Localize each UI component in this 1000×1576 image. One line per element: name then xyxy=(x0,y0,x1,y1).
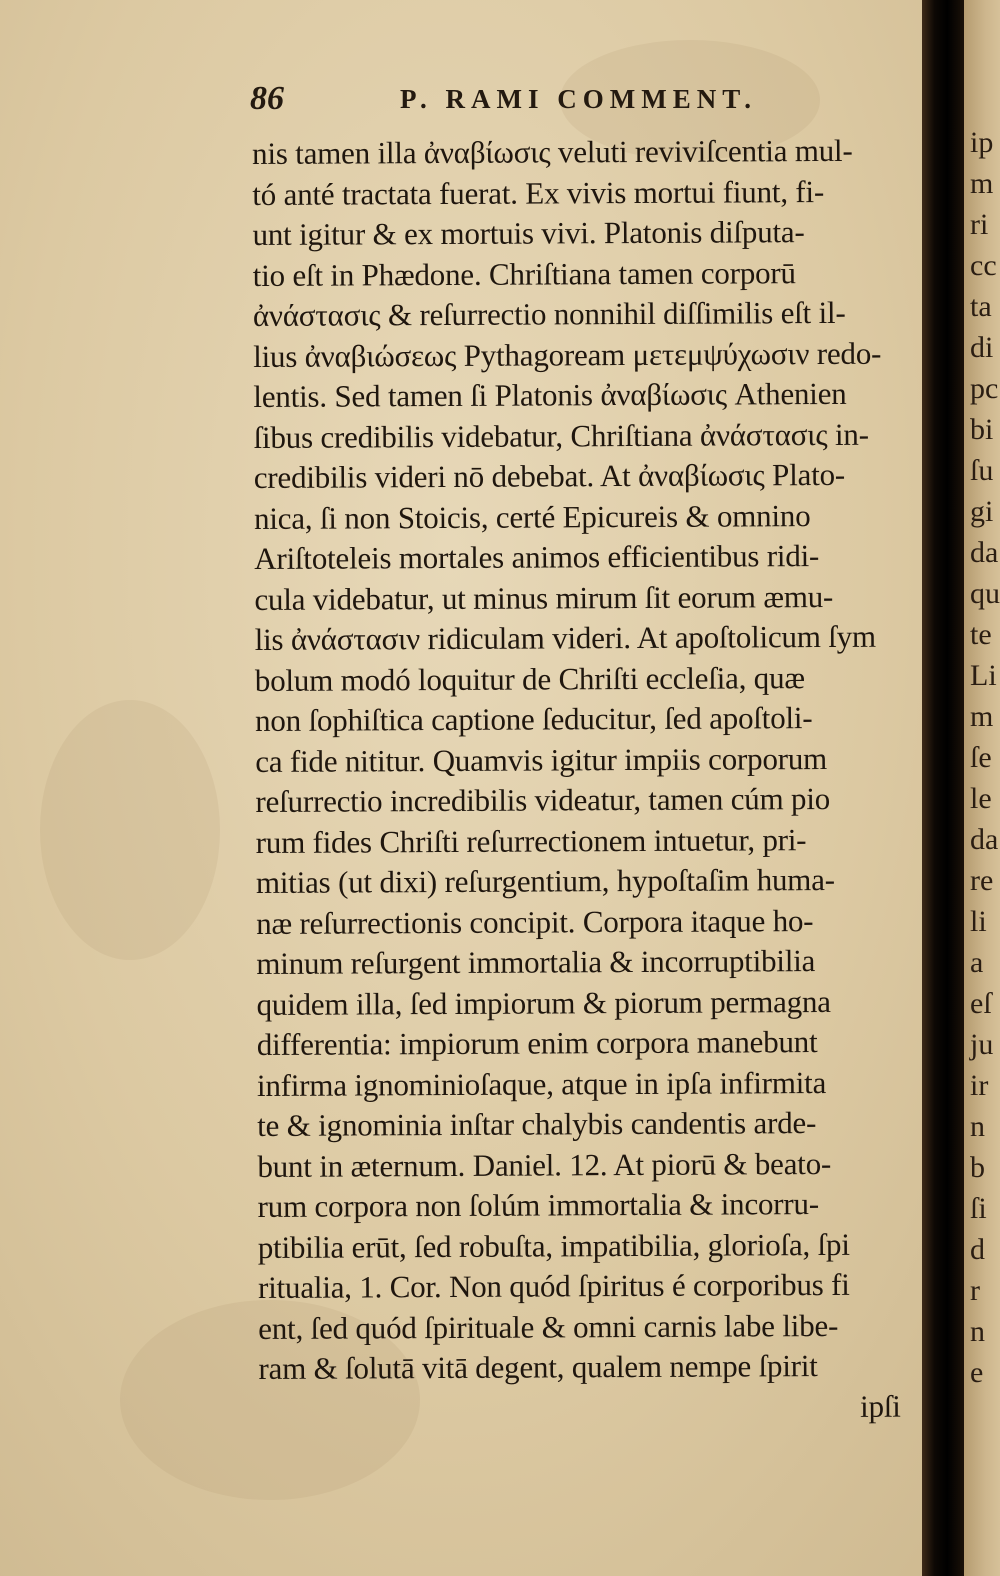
facing-page-fragment: bi xyxy=(970,413,994,446)
text-line: rum corpora non ſolúm immortalia & incorru- xyxy=(257,1186,820,1224)
text-line: Ariſtoteleis mortales animos efficientibus ridi- xyxy=(254,538,820,576)
facing-page-fragment: da xyxy=(970,536,999,569)
text-line: ptibilia erūt, ſed robuſta, impatibilia, glorioſa, ſpi xyxy=(257,1226,850,1265)
book-gutter xyxy=(922,0,964,1576)
text-line: cula videbatur, ut minus mirum ſit eorum æmu- xyxy=(254,578,834,617)
facing-page-fragment: n xyxy=(970,1110,985,1143)
page-header xyxy=(250,80,890,126)
text-line: rum fides Chriſti reſurrectionem intuetur, pri- xyxy=(255,821,807,860)
text-line: ἀνάστασις & reſurrectio nonnihil diſſimilis eſt il- xyxy=(252,294,846,333)
facing-page-fragment: cc xyxy=(970,249,997,282)
text-line: bolum modó loquitur de Chriſti eccleſia, quæ xyxy=(254,659,805,698)
text-line: mitias (ut dixi) reſurgentium, hypoſtaſim huma- xyxy=(255,861,835,900)
text-line: unt igitur & ex mortuis vivi. Platonis diſputa- xyxy=(252,214,805,252)
text-line: te & ignominia inſtar chalybis candentis arde- xyxy=(257,1105,817,1143)
text-line: tio eſt in Phædone. Chriſtiana tamen corporū xyxy=(252,254,796,293)
text-line: tó anté tractata fuerat. Ex vivis mortui fiunt, fi- xyxy=(252,173,825,212)
text-line: bunt in æternum. Daniel. 12. At piorū & beato- xyxy=(257,1145,832,1184)
facing-page-fragment: ri xyxy=(970,208,989,241)
facing-page-fragment: m xyxy=(970,167,994,200)
facing-page-fragment: ju xyxy=(970,1028,994,1061)
facing-page-fragment: le xyxy=(970,782,992,815)
facing-page-fragment: ſe xyxy=(970,741,992,774)
main-text-block xyxy=(252,131,919,1430)
facing-page-fragment: gi xyxy=(970,495,994,528)
text-line: lentis. Sed tamen ſi Platonis ἀναβίωσις Athenien xyxy=(253,375,847,414)
text-line: minum reſurgent immortalia & incorruptibilia xyxy=(256,943,816,981)
page-number: 86 xyxy=(250,80,284,117)
facing-page-fragment: qu xyxy=(970,577,1000,610)
facing-page-fragment: ta xyxy=(970,290,992,323)
text-line: ca fide nititur. Quamvis igitur impiis corporum xyxy=(255,740,828,779)
text-line: ritualia, 1. Cor. Non quód ſpiritus é corporibus fi xyxy=(257,1266,850,1305)
facing-page-fragment: m xyxy=(970,700,994,733)
text-line: reſurrectio incredibilis videatur, tamen cúm pio xyxy=(255,780,831,819)
facing-page-fragment: da xyxy=(970,823,999,856)
facing-page-fragment: a xyxy=(970,946,984,979)
text-line: nis tamen illa ἀναβίωσις veluti reviviſcentia mul- xyxy=(252,132,853,171)
text-line: non ſophiſtica captione ſeducitur, ſed apoſtoli- xyxy=(254,700,813,738)
facing-page-fragment: eſ xyxy=(970,987,992,1020)
facing-page-fragment: ſi xyxy=(970,1192,987,1225)
text-line: næ reſurrectionis concipit. Corpora itaque ho- xyxy=(256,902,814,941)
facing-page-fragment: li xyxy=(970,905,987,938)
facing-page-fragment: n xyxy=(970,1315,985,1348)
facing-page-fragment: ſu xyxy=(970,454,994,487)
paper-stain xyxy=(40,700,220,960)
text-line: quidem illa, ſed impiorum & piorum permagna xyxy=(256,983,831,1022)
text-line: lius ἀναβιώσεως Pythagoream μετεμψύχωσιν redo- xyxy=(253,335,882,374)
text-line: differentia: impiorum enim corpora manebunt xyxy=(256,1024,818,1062)
text-line: nica, ſi non Stoicis, certé Epicureis & omnino xyxy=(253,497,811,536)
facing-page-fragment: d xyxy=(970,1233,985,1266)
facing-page-fragment: te xyxy=(970,618,992,651)
facing-page-fragment: b xyxy=(970,1151,985,1184)
text-line: ipſi xyxy=(860,1388,901,1424)
facing-page-fragment: di xyxy=(970,331,994,364)
text-line: ram & ſolutā vitā degent, qualem nempe ſpirit xyxy=(258,1348,818,1386)
text-line: credibilis videri nō debebat. At ἀναβίωσις Plato- xyxy=(253,456,846,495)
text-line: lis ἀνάστασιν ridiculam videri. At apoſtolicum ſym xyxy=(254,618,876,657)
facing-page-fragment: pc xyxy=(970,372,999,405)
facing-page-fragment: ip xyxy=(970,126,994,159)
text-line: ent, ſed quód ſpirituale & omni carnis labe libe- xyxy=(258,1307,839,1346)
text-line: ſibus credibilis videbatur, Chriſtiana ἀνάστασις in- xyxy=(253,416,869,455)
facing-page-fragment: Li xyxy=(970,659,997,692)
facing-page-fragment: ir xyxy=(970,1069,989,1102)
facing-page-fragment: r xyxy=(970,1274,980,1307)
facing-page-fragment: e xyxy=(970,1356,984,1389)
running-head: P. RAMI COMMENT. xyxy=(400,84,757,114)
facing-page-fragment: re xyxy=(970,864,994,897)
text-line: infirma ignominioſaque, atque in ipſa infirmita xyxy=(256,1064,827,1103)
facing-page-edge xyxy=(964,0,1000,1576)
